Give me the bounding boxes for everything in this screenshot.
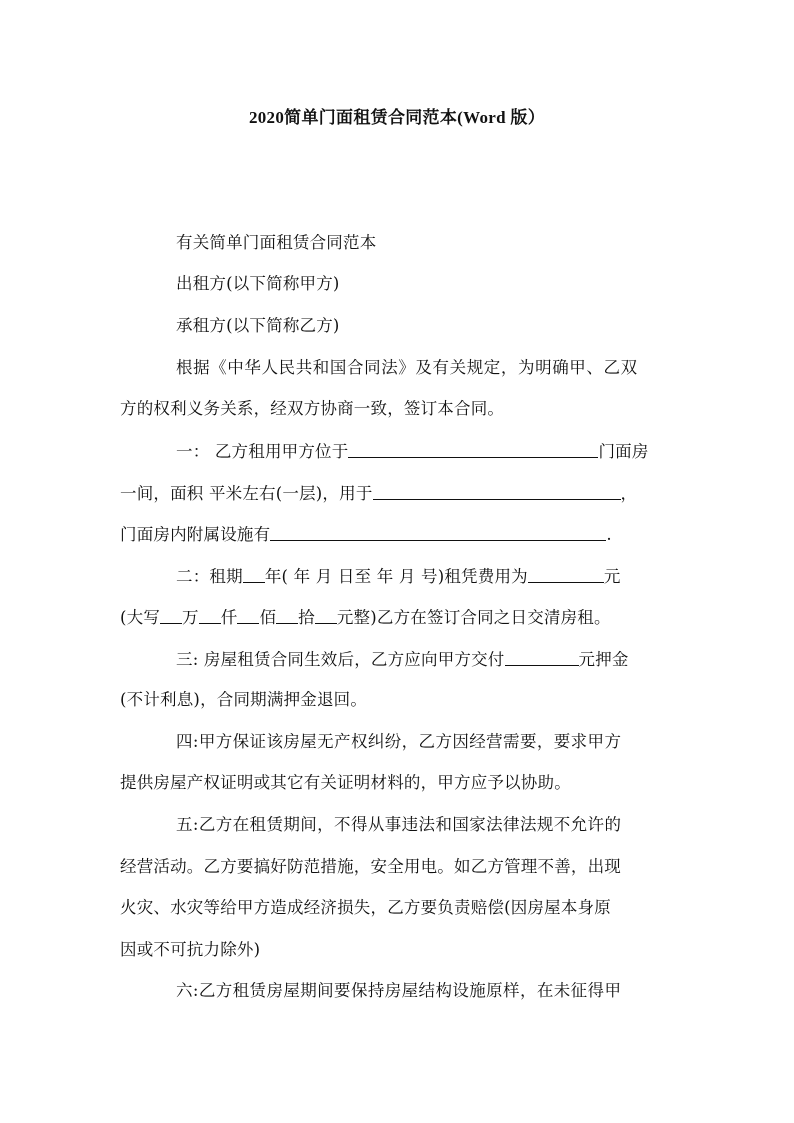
clause-1-line-3 xyxy=(120,524,612,545)
clause-1-text-e: 门面房内附属设施有 xyxy=(120,525,271,544)
term-years-blank xyxy=(243,566,265,583)
clause-2-text-i: 元整)乙方在签订合同之日交清房租。 xyxy=(336,608,611,627)
wan-blank xyxy=(160,607,182,624)
shi-blank xyxy=(276,607,298,624)
clause-3-text-a: 三: 房屋租赁合同生效后，乙方应向甲方交付 xyxy=(176,650,505,669)
clause-2-text-d: (大写 xyxy=(120,608,161,627)
clause-2-text-h: 拾 xyxy=(298,608,315,627)
usage-blank xyxy=(373,483,621,500)
intro-line-2: 方的权利义务关系，经双方协商一致，签订本合同。 xyxy=(120,399,505,418)
clause-1-text-f: . xyxy=(606,525,612,544)
clause-4-line-1: 四:甲方保证该房屋无产权纠纷，乙方因经营需要，要求甲方 xyxy=(176,732,622,751)
contract-heading: 有关简单门面租赁合同范本 xyxy=(176,233,377,252)
clause-5-line-2: 经营活动。乙方要搞好防范措施，安全用电。如乙方管理不善，出现 xyxy=(120,857,621,876)
clause-3-line-1 xyxy=(176,649,629,670)
qian-blank xyxy=(199,607,221,624)
clause-1-text-c: 一间，面积 平米左右(一层)，用于 xyxy=(120,484,373,503)
clause-1-line-1 xyxy=(176,441,649,462)
lessee-line: 承租方(以下简称乙方) xyxy=(176,316,340,335)
yuan-blank xyxy=(315,607,337,624)
clause-2-text-f: 仟 xyxy=(220,608,238,627)
clause-1-line-2 xyxy=(120,483,637,504)
location-blank xyxy=(348,441,598,458)
clause-1-text-a: 一： 乙方租用甲方位于 xyxy=(176,442,349,461)
clause-2-line-1 xyxy=(176,566,621,587)
clause-1-text-d: ， xyxy=(620,484,638,503)
clause-2-text-e: 万 xyxy=(182,608,199,627)
bai-blank xyxy=(237,607,259,624)
rent-amount-blank xyxy=(528,566,604,583)
deposit-blank xyxy=(505,649,579,666)
clause-4-line-2: 提供房屋产权证明或其它有关证明材料的，甲方应予以协助。 xyxy=(120,773,571,792)
clause-5-line-3: 火灾、水灾等给甲方造成经济损失，乙方要负责赔偿(因房屋本身原 xyxy=(120,898,611,917)
clause-3-text-b: 元押金 xyxy=(578,650,629,669)
intro-line-1: 根据《中华人民共和国合同法》及有关规定，为明确甲、乙双 xyxy=(176,358,638,377)
clause-6-line-1: 六:乙方租赁房屋期间要保持房屋结构设施原样，在未征得甲 xyxy=(176,981,622,1000)
clause-5-line-4: 因或不可抗力除外) xyxy=(120,940,261,959)
clause-2-text-a: 二：租期 xyxy=(176,567,243,586)
facilities-blank xyxy=(270,524,606,541)
clause-2-text-g: 佰 xyxy=(259,608,277,627)
clause-1-text-b: 门面房 xyxy=(598,442,649,461)
document-title: 2020简单门面租赁合同范本(Word 版） xyxy=(248,108,546,127)
clause-2-line-2 xyxy=(120,607,611,628)
clause-2-text-b: 年( 年 月 日至 年 月 号)租凭费用为 xyxy=(264,567,528,586)
clause-2-text-c: 元 xyxy=(603,567,621,586)
clause-5-line-1: 五:乙方在租赁期间，不得从事违法和国家法律法规不允许的 xyxy=(176,815,622,834)
lessor-line: 出租方(以下简称甲方) xyxy=(176,274,340,293)
clause-3-line-2: (不计利息)，合同期满押金退回。 xyxy=(120,690,368,709)
